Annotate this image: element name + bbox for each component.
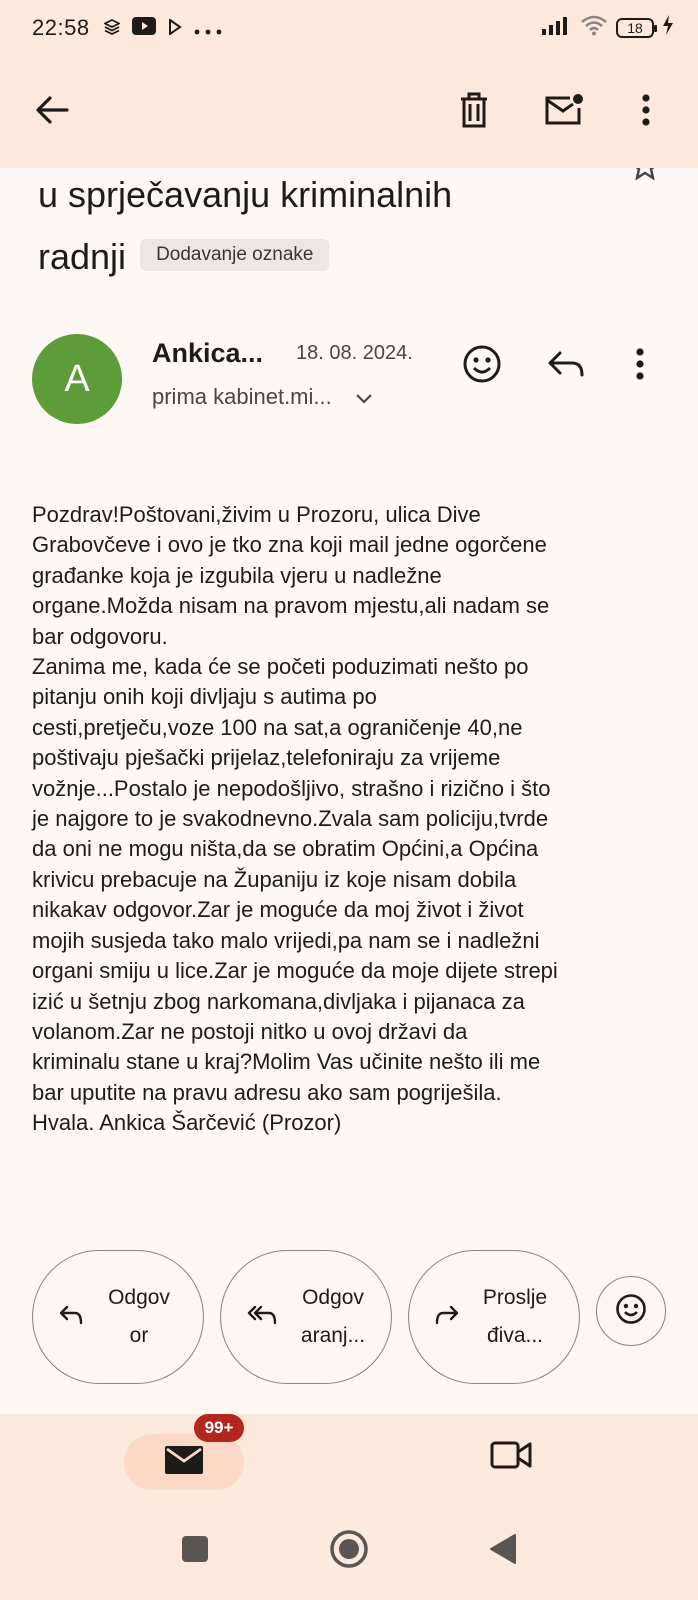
overflow-menu-button[interactable] bbox=[610, 76, 682, 148]
reply-all-label-line1: Odgov bbox=[302, 1286, 364, 1309]
subject-line-1: u sprječavanju kriminalnih bbox=[38, 174, 453, 215]
reply-all-label-line2: aranj... bbox=[300, 1324, 366, 1347]
overflow-menu-icon bbox=[642, 94, 650, 131]
chevron-down-icon bbox=[356, 384, 372, 410]
forward-label-line1: Proslje bbox=[482, 1286, 548, 1309]
add-label-chip[interactable]: Dodavanje oznake bbox=[140, 239, 329, 271]
battery-indicator: 18 bbox=[616, 18, 654, 38]
nav-mail-tab[interactable] bbox=[124, 1434, 244, 1490]
charging-icon bbox=[662, 15, 674, 41]
home-icon[interactable] bbox=[329, 1529, 369, 1574]
reply-icon bbox=[548, 351, 584, 382]
forward-button[interactable] bbox=[408, 1250, 580, 1384]
sender-row bbox=[32, 334, 672, 424]
reply-button[interactable] bbox=[32, 1250, 204, 1384]
emoji-reaction-button[interactable] bbox=[596, 1276, 666, 1346]
status-time: 22:58 bbox=[32, 15, 90, 40]
back-button[interactable] bbox=[16, 76, 88, 148]
reply-label-line1: Odgov bbox=[108, 1286, 170, 1309]
sender-actions bbox=[450, 334, 672, 398]
mark-unread-button[interactable] bbox=[528, 76, 600, 148]
email-body: Pozdrav!Poštovani,živim u Prozoru, ulica Dive Grabovčeve i ovo je tko zna koji mail jedne ogorčene građanke koja je izgubila vjeru u nadležne organe.Možda nisam na pravom mjestu,ali nadam se bar odgovoru. Zanima me, kada će se početi poduzimati nešto po pitanju onih koji divljaju s autima po cesti,pretječu,voze 100 na sat,a ograničenje 40,ne poštivaju pješački prijelaz,telefoniraju za vrijeme vožnje...Postalo je nepodošljivo, strašno i rizično i što je najgore to je svakodnevno.Zvala sam policiju,tvrde da oni ne mogu ništa,da se obratim Općini,a Općina krivicu prebacuje na Županiju iz koje nisam dobila nikakav odgovor.Zar je moguće da moj život i život mojih susjeda tako malo vrijedi,pa nam se i nadležni organi smiju u lice.Zar je moguće da moje dijete strepi izić u šetnju zbog narkomana,divljaka i pijanaca za volanom.Zar ne postoji nitko u ovoj državi da kriminalu stane u kraj?Molim Vas učinite nešto ili me bar uputite na pravu adresu ako sam pogriješila. Hvala. Ankica Šarčević (Prozor) bbox=[32, 502, 558, 1136]
recipient-details[interactable] bbox=[152, 384, 372, 410]
status-bar bbox=[0, 0, 698, 56]
back-arrow-icon bbox=[35, 95, 69, 130]
email-subject bbox=[38, 168, 638, 288]
play-store-icon bbox=[168, 15, 182, 41]
emoji-icon bbox=[462, 344, 502, 389]
app-bar bbox=[0, 56, 698, 168]
reply-icon-button[interactable] bbox=[534, 334, 598, 398]
forward-label-line2: điva... bbox=[486, 1324, 544, 1347]
sender-name[interactable]: Ankica... bbox=[152, 338, 264, 368]
reply-label-line2: or bbox=[129, 1324, 149, 1347]
more-dots-icon bbox=[194, 15, 222, 41]
email-date: 18. 08. 2024. bbox=[296, 342, 413, 364]
nav-meet-tab[interactable] bbox=[490, 1440, 532, 1475]
forward-label bbox=[465, 1279, 565, 1355]
recipient-text: prima kabinet.mi... bbox=[152, 384, 332, 409]
reply-actions-bar bbox=[0, 1216, 698, 1414]
avatar[interactable]: A bbox=[32, 334, 122, 424]
youtube-icon bbox=[132, 15, 156, 41]
emoji-icon bbox=[615, 1293, 647, 1330]
bottom-navigation bbox=[0, 1414, 698, 1502]
reply-icon bbox=[59, 1305, 83, 1330]
subject-line-2: radnji bbox=[38, 236, 127, 277]
delete-button[interactable] bbox=[438, 76, 510, 148]
status-notification-icons bbox=[104, 15, 222, 41]
unread-badge: 99+ bbox=[194, 1414, 244, 1442]
stack-icon bbox=[104, 15, 120, 41]
forward-icon bbox=[435, 1305, 459, 1330]
trash-icon bbox=[459, 92, 489, 133]
react-emoji-button[interactable] bbox=[450, 334, 514, 398]
recents-icon[interactable] bbox=[181, 1535, 209, 1568]
message-overflow-button[interactable] bbox=[608, 334, 672, 398]
wifi-icon bbox=[580, 14, 608, 42]
mail-icon bbox=[165, 1446, 203, 1479]
status-system-icons bbox=[542, 14, 674, 42]
mark-unread-icon bbox=[544, 94, 584, 131]
system-navigation-bar bbox=[0, 1502, 698, 1600]
reply-all-button[interactable] bbox=[220, 1250, 392, 1384]
signal-icon bbox=[542, 15, 572, 41]
overflow-menu-icon bbox=[636, 348, 644, 385]
reply-all-label bbox=[283, 1279, 383, 1355]
reply-label bbox=[89, 1279, 189, 1355]
video-camera-icon bbox=[490, 1457, 532, 1474]
reply-all-icon bbox=[247, 1305, 277, 1330]
back-nav-icon[interactable] bbox=[489, 1533, 517, 1570]
